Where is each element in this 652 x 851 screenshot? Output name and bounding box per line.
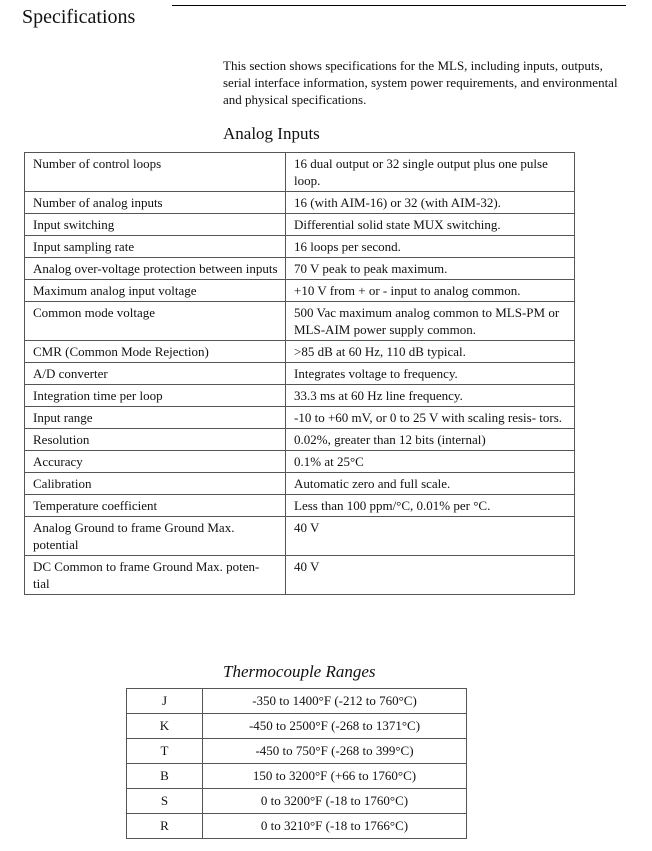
table-row [25,192,575,214]
thermocouple-range: -350 to 1400°F (-212 to 760°C) [203,689,467,714]
spec-param: Common mode voltage [25,302,286,341]
table-row [25,473,575,495]
analog-inputs-table [24,152,575,595]
table-row [127,764,467,789]
spec-value: 16 loops per second. [286,236,575,258]
table-row [25,153,575,192]
spec-value: 16 dual output or 32 single output plus one pulse loop. [286,153,575,192]
spec-param: Input sampling rate [25,236,286,258]
thermocouple-range: 0 to 3210°F (-18 to 1766°C) [203,814,467,839]
spec-value: 40 V [286,517,575,556]
table-row [25,495,575,517]
spec-param: Maximum analog input voltage [25,280,286,302]
table-row [25,517,575,556]
table-row [25,280,575,302]
spec-value: 33.3 ms at 60 Hz line frequency. [286,385,575,407]
thermocouple-type: S [127,789,203,814]
thermocouple-type: T [127,739,203,764]
table-row [25,385,575,407]
table-row [25,302,575,341]
spec-param: Analog Ground to frame Ground Max. potential [25,517,286,556]
table-row [127,789,467,814]
spec-param: Input range [25,407,286,429]
table-row [25,556,575,595]
table-row [25,258,575,280]
analog-inputs-title: Analog Inputs [223,124,320,143]
spec-param: Analog over-voltage protection between inputs [25,258,286,280]
spec-param: CMR (Common Mode Rejection) [25,341,286,363]
spec-value: 16 (with AIM-16) or 32 (with AIM-32). [286,192,575,214]
spec-value: 70 V peak to peak maximum. [286,258,575,280]
spec-value: Automatic zero and full scale. [286,473,575,495]
spec-value: 0.02%, greater than 12 bits (internal) [286,429,575,451]
thermocouple-type: J [127,689,203,714]
thermocouple-type: B [127,764,203,789]
thermocouple-type: R [127,814,203,839]
thermocouple-ranges-title: Thermocouple Ranges [223,662,376,681]
table-row [25,214,575,236]
spec-value: >85 dB at 60 Hz, 110 dB typical. [286,341,575,363]
title-rule [172,5,626,6]
spec-param: Input switching [25,214,286,236]
spec-value: +10 V from + or - input to analog common. [286,280,575,302]
spec-param: DC Common to frame Ground Max. poten- tial [25,556,286,595]
spec-param: Calibration [25,473,286,495]
thermocouple-range: 0 to 3200°F (-18 to 1760°C) [203,789,467,814]
spec-param: Resolution [25,429,286,451]
spec-value: 40 V [286,556,575,595]
spec-value: Integrates voltage to frequency. [286,363,575,385]
thermocouple-ranges-table [126,688,467,839]
spec-value: -10 to +60 mV, or 0 to 25 V with scaling resis- tors. [286,407,575,429]
table-row [25,429,575,451]
table-row [25,363,575,385]
spec-value: Less than 100 ppm/°C, 0.01% per °C. [286,495,575,517]
spec-param: Number of analog inputs [25,192,286,214]
spec-param: Number of control loops [25,153,286,192]
thermocouple-range: 150 to 3200°F (+66 to 1760°C) [203,764,467,789]
spec-param: Temperature coefficient [25,495,286,517]
spec-param: A/D converter [25,363,286,385]
spec-param: Accuracy [25,451,286,473]
intro-paragraph: This section shows specifications for the MLS, including inputs, outputs, serial interface information, system power requirements, and environmental and physical specifications. [223,58,618,107]
table-row [127,814,467,839]
table-row [25,341,575,363]
table-row [25,236,575,258]
spec-value: 500 Vac maximum analog common to MLS-PM or MLS-AIM power supply common. [286,302,575,341]
table-row [127,739,467,764]
table-row [25,451,575,473]
table-row [127,689,467,714]
thermocouple-range: -450 to 2500°F (-268 to 1371°C) [203,714,467,739]
thermocouple-range: -450 to 750°F (-268 to 399°C) [203,739,467,764]
spec-param: Integration time per loop [25,385,286,407]
spec-value: 0.1% at 25°C [286,451,575,473]
spec-value: Differential solid state MUX switching. [286,214,575,236]
table-row [25,407,575,429]
thermocouple-type: K [127,714,203,739]
page-title: Specifications [22,6,136,28]
table-row [127,714,467,739]
